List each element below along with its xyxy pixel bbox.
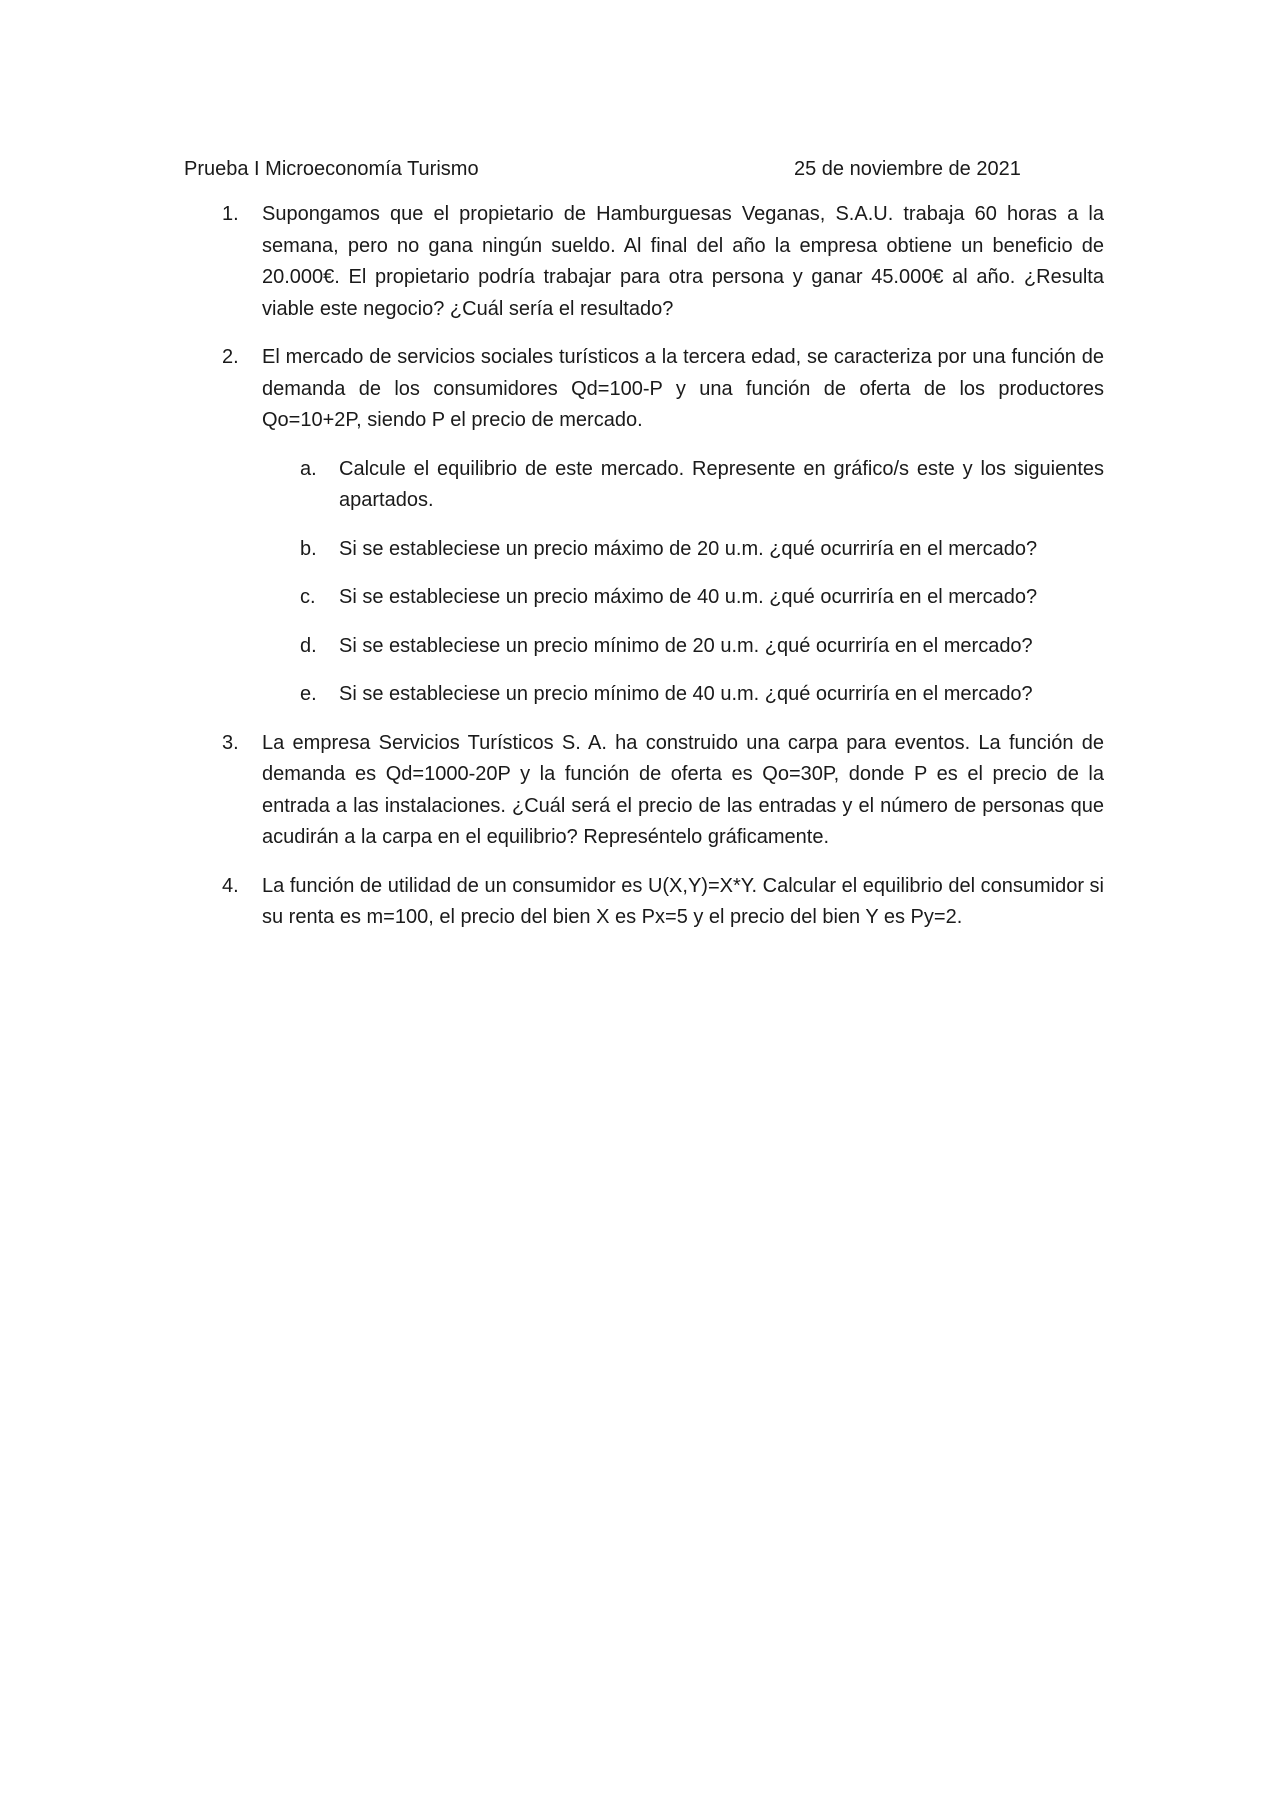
subitem-a xyxy=(184,454,1104,517)
question-2-subitems xyxy=(184,454,1104,711)
subitem-text: Si se estableciese un precio mínimo de 40 u.m. ¿qué ocurriría en el mercado? xyxy=(339,683,1033,705)
subitem-text: Si se estableciese un precio máximo de 40 u.m. ¿qué ocurriría en el mercado? xyxy=(339,586,1038,608)
subitem-label: b. xyxy=(300,537,317,560)
question-number: 2. xyxy=(222,346,239,368)
subitem-c xyxy=(184,582,1104,614)
question-text: Supongamos que el propietario de Hamburguesas Veganas, S.A.U. trabaja 60 horas a la semana, pero no gana ningún sueldo. Al final del año la empresa obtiene un beneficio de 20.000€. El propietario podría trabajar para otra persona y ganar 45.000€ al año. ¿Resulta viable este negocio? ¿Cuál sería el resultado? xyxy=(262,203,1104,320)
question-1 xyxy=(184,199,1104,325)
question-number: 4. xyxy=(222,874,239,897)
question-text: El mercado de servicios sociales turísticos a la tercera edad, se caracteriza por una función de demanda de los consumidores Qd=100-P y una función de oferta de los productores Qo=10+2P, siendo P el precio de mercado. xyxy=(262,346,1104,431)
subitem-b xyxy=(184,534,1104,566)
subitem-text: Si se estableciese un precio mínimo de 20 u.m. ¿qué ocurriría en el mercado? xyxy=(339,634,1033,657)
question-list xyxy=(184,199,1104,951)
question-3 xyxy=(184,728,1104,854)
subitem-label: e. xyxy=(300,683,317,705)
question-4 xyxy=(184,871,1104,934)
document-header xyxy=(184,154,1046,184)
subitem-text: Si se estableciese un precio máximo de 20 u.m. ¿qué ocurriría en el mercado? xyxy=(339,537,1038,560)
question-text: La empresa Servicios Turísticos S. A. ha construido una carpa para eventos. La función de demanda es Qd=1000-20P y la función de oferta es Qo=30P, donde P es el precio de la entrada a las instalaciones. ¿Cuál será el precio de las entradas y el número de personas que acudirán a la carpa en el equilibrio? Represéntelo gráficamente. xyxy=(262,731,1104,848)
subitem-label: a. xyxy=(300,457,317,480)
subitem-e xyxy=(184,679,1104,711)
subitem-label: c. xyxy=(300,586,316,608)
subitem-d xyxy=(184,631,1104,663)
subitem-label: d. xyxy=(300,634,317,657)
question-2 xyxy=(184,342,1104,437)
question-text: La función de utilidad de un consumidor es U(X,Y)=X*Y. Calcular el equilibrio del consumidor si su renta es m=100, el precio del bien X es Px=5 y el precio del bien Y es Py=2. xyxy=(262,874,1104,928)
subitem-text: Calcule el equilibrio de este mercado. Represente en gráfico/s este y los siguientes apartados. xyxy=(339,457,1104,511)
exam-date: 25 de noviembre de 2021 xyxy=(794,158,1021,180)
question-number: 1. xyxy=(222,203,239,225)
exam-title: Prueba I Microeconomía Turismo xyxy=(184,158,479,180)
question-number: 3. xyxy=(222,731,239,754)
